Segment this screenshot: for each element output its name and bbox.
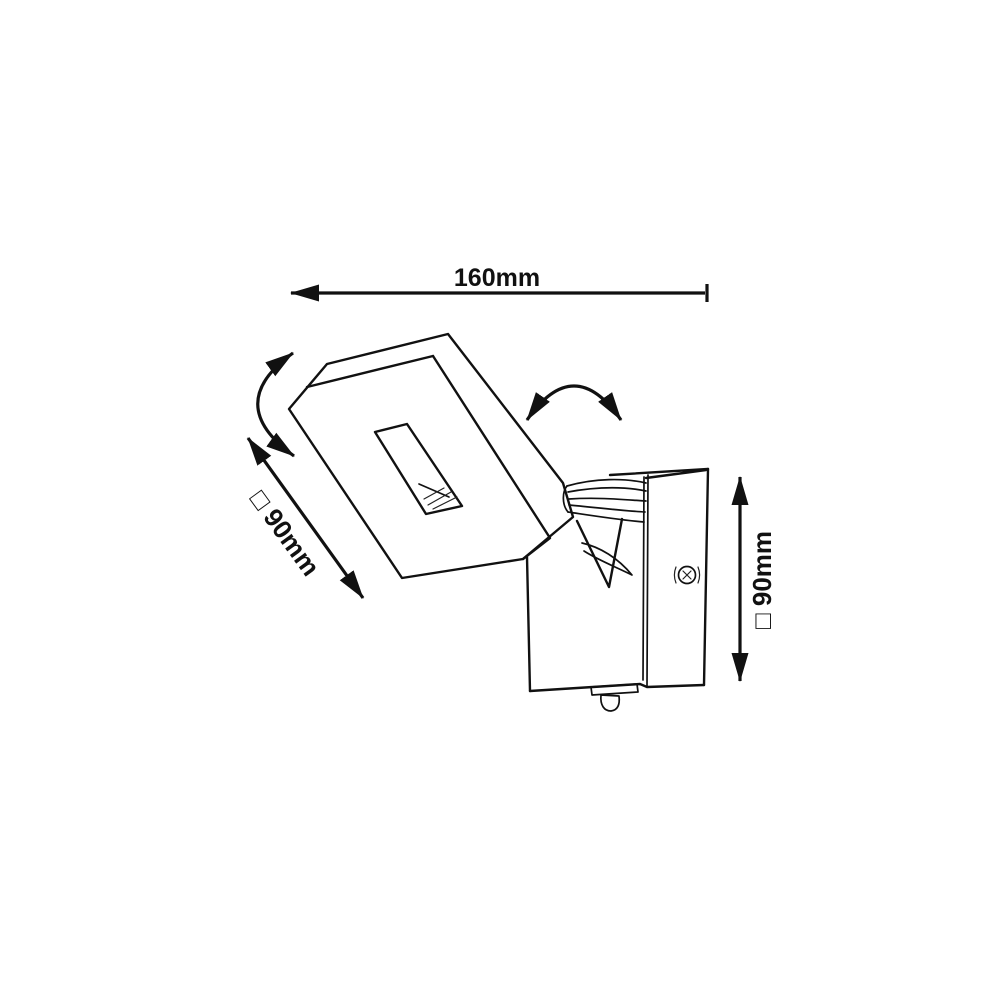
tilt-arrow-arc <box>258 353 294 456</box>
lamp-head <box>289 334 573 578</box>
head-dimension-label: □ 90mm <box>244 484 326 582</box>
swivel-arrow <box>527 386 621 420</box>
tilt-arrow <box>258 353 294 456</box>
dimension-width <box>291 264 707 302</box>
width-dimension-label: 160mm <box>453 264 541 292</box>
height-dimension-label: □ 90mm <box>747 530 777 630</box>
dimension-bracket-height <box>740 477 777 681</box>
swivel-arrow-arc <box>527 386 621 420</box>
lamp-head-outline <box>289 334 573 578</box>
toggle-switch <box>591 684 638 711</box>
switch-knob <box>601 695 619 711</box>
